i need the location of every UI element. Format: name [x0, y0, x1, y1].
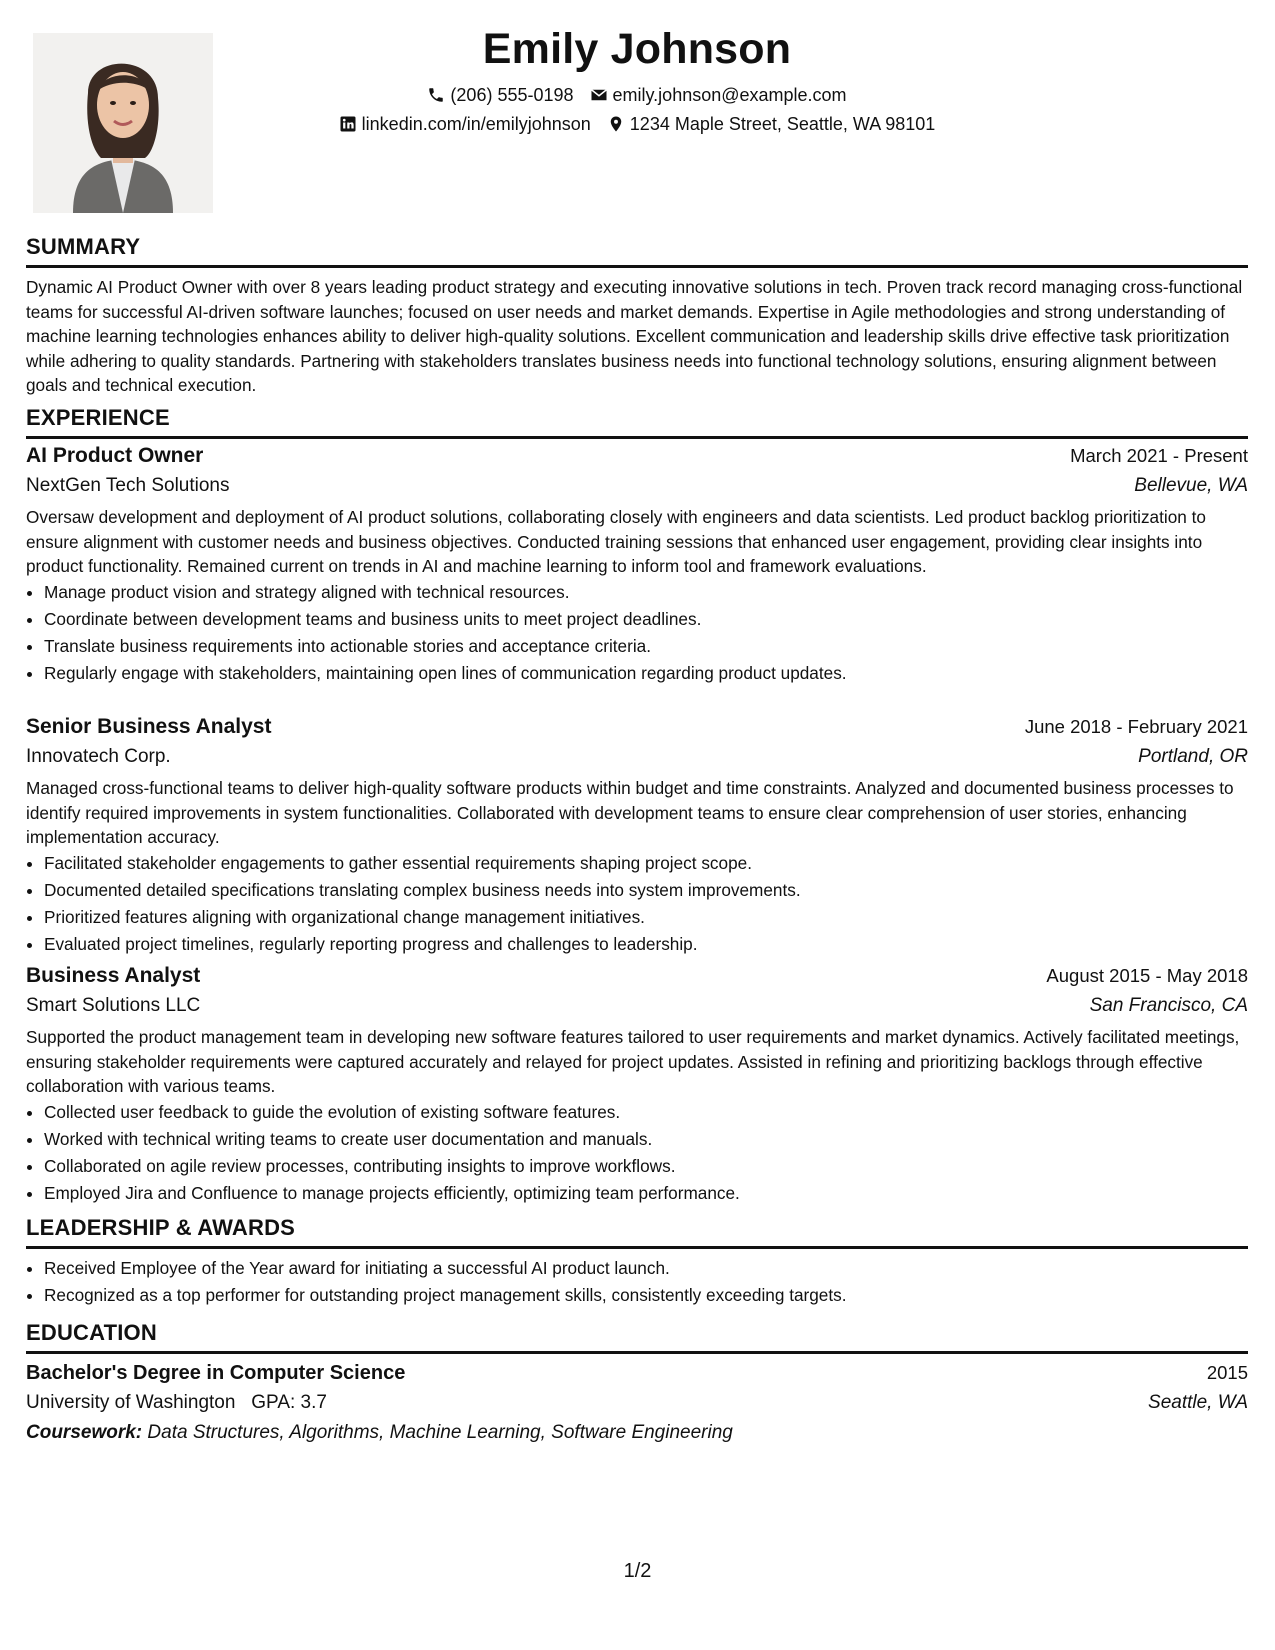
- job-dates: March 2021 - Present: [1070, 445, 1248, 466]
- coursework-label: Coursework:: [26, 1422, 143, 1443]
- company-name: Innovatech Corp.: [26, 746, 171, 767]
- job-bullets: [26, 579, 1248, 687]
- phone-text: (206) 555-0198: [450, 85, 574, 105]
- section-title-summary: SUMMARY: [26, 233, 1248, 268]
- school-name: University of Washington: [26, 1392, 236, 1413]
- job-title: Business Analyst: [26, 964, 201, 987]
- coursework-line: [26, 1418, 1248, 1448]
- job-location: Bellevue, WA: [1134, 475, 1248, 496]
- job-location: Portland, OR: [1138, 746, 1248, 767]
- email-contact[interactable]: [590, 83, 847, 107]
- list-item: • Facilitated stakeholder engagements to gather essential requirements shaping project scope.: [44, 850, 1248, 877]
- job-entry: [26, 961, 1248, 1207]
- email-text: emily.johnson@example.com: [612, 85, 847, 105]
- linkedin-contact[interactable]: [339, 112, 591, 136]
- linkedin-text: linkedin.com/in/emilyjohnson: [361, 114, 591, 134]
- coursework-text: Data Structures, Algorithms, Machine Learning, Software Engineering: [147, 1422, 733, 1443]
- job-dates: June 2018 - February 2021: [1024, 716, 1248, 737]
- address-text: 1234 Maple Street, Seattle, WA 98101: [629, 114, 936, 134]
- list-item: • Collaborated on agile review processes, contributing insights to improve workflows.: [44, 1153, 1248, 1180]
- page-number: 1/2: [623, 1560, 652, 1582]
- education-section: [26, 1319, 1248, 1448]
- list-item: • Evaluated project timelines, regularly reporting progress and challenges to leadership.: [44, 931, 1248, 958]
- contact-line-2: [26, 112, 1248, 136]
- section-title-leadership: LEADERSHIP & AWARDS: [26, 1214, 1248, 1249]
- linkedin-icon: [339, 115, 357, 133]
- job-entry: [26, 712, 1248, 958]
- job-title: AI Product Owner: [26, 444, 204, 467]
- section-title-education: EDUCATION: [26, 1319, 1248, 1354]
- company-name: NextGen Tech Solutions: [26, 475, 230, 496]
- summary-text: Dynamic AI Product Owner with over 8 years leading product strategy and executing innovative solutions in tech. Proven track record managing cross-functional teams for successful AI-driven software launches; focused on user needs and market demands. Expertise in Agile methodologies and strong understanding of machine learning technologies enhances ability to deliver high-quality solutions. Excellent communication and leadership skills drive effective task prioritization while adhering to quality standards. Partnering with stakeholders translates business needs into functional technology solutions, ensuring alignment between goals and technical execution.: [26, 277, 1243, 395]
- section-title-experience: EXPERIENCE: [26, 404, 1248, 439]
- list-item: • Manage product vision and strategy aligned with technical resources.: [44, 579, 1248, 606]
- envelope-icon: [590, 86, 608, 104]
- job-location: San Francisco, CA: [1089, 995, 1248, 1016]
- school-location: Seattle, WA: [1148, 1392, 1248, 1413]
- gpa-text: GPA: 3.7: [251, 1392, 327, 1413]
- resume-header: [26, 20, 1248, 136]
- phone-contact[interactable]: [427, 83, 573, 107]
- awards-list: [26, 1255, 1248, 1309]
- address-contact: [607, 112, 936, 136]
- list-item: • Received Employee of the Year award for initiating a successful AI product launch.: [44, 1255, 1248, 1282]
- list-item: • Translate business requirements into actionable stories and acceptance criteria.: [44, 633, 1248, 660]
- graduation-year: 2015: [1206, 1362, 1248, 1383]
- job-entry: [26, 441, 1248, 687]
- list-item: • Worked with technical writing teams to create user documentation and manuals.: [44, 1126, 1248, 1153]
- phone-icon: [427, 86, 445, 104]
- summary-section: [26, 233, 1248, 398]
- candidate-name: Emily Johnson: [482, 25, 792, 73]
- list-item: • Recognized as a top performer for outstanding project management skills, consistently exceeding targets.: [44, 1282, 1248, 1309]
- job-description: Managed cross-functional teams to deliver high-quality software products within budget and time constraints. Analyzed and documented business processes to identify required improvements in system functionalities. Collaborated with development teams to ensure clear comprehension of user stories, enhancing implementation accuracy.: [26, 778, 1234, 847]
- list-item: • Prioritized features aligning with organizational change management initiatives.: [44, 904, 1248, 931]
- experience-section: [26, 404, 1248, 439]
- list-item: • Regularly engage with stakeholders, maintaining open lines of communication regarding product updates.: [44, 660, 1248, 687]
- list-item: • Documented detailed specifications translating complex business needs into system improvements.: [44, 877, 1248, 904]
- list-item: • Collected user feedback to guide the evolution of existing software features.: [44, 1099, 1248, 1126]
- degree-title: Bachelor's Degree in Computer Science: [26, 1362, 406, 1384]
- map-pin-icon: [607, 115, 625, 133]
- list-item: • Employed Jira and Confluence to manage projects efficiently, optimizing team performance.: [44, 1180, 1248, 1207]
- job-dates: August 2015 - May 2018: [1046, 965, 1248, 986]
- job-bullets: [26, 1099, 1248, 1207]
- company-name: Smart Solutions LLC: [26, 995, 201, 1016]
- job-description: Supported the product management team in developing new software features tailored to user requirements and market dynamics. Actively facilitated meetings, ensuring stakeholder requirements were captured accurately and relayed for project updates. Assisted in refining and prioritizing backlogs through effective collaboration with various teams.: [26, 1027, 1240, 1096]
- job-description: Oversaw development and deployment of AI product solutions, collaborating closely with engineers and data scientists. Led product backlog prioritization to ensure alignment with customer needs and business objectives. Conducted training sessions that enhanced user engagement, providing clear insights into product functionality. Remained current on trends in AI and machine learning to inform tool and framework evaluations.: [26, 507, 1206, 576]
- list-item: • Coordinate between development teams and business units to meet project deadlines.: [44, 606, 1248, 633]
- leadership-section: [26, 1214, 1248, 1309]
- job-title: Senior Business Analyst: [26, 715, 272, 738]
- contact-line-1: [26, 83, 1248, 107]
- job-bullets: [26, 850, 1248, 958]
